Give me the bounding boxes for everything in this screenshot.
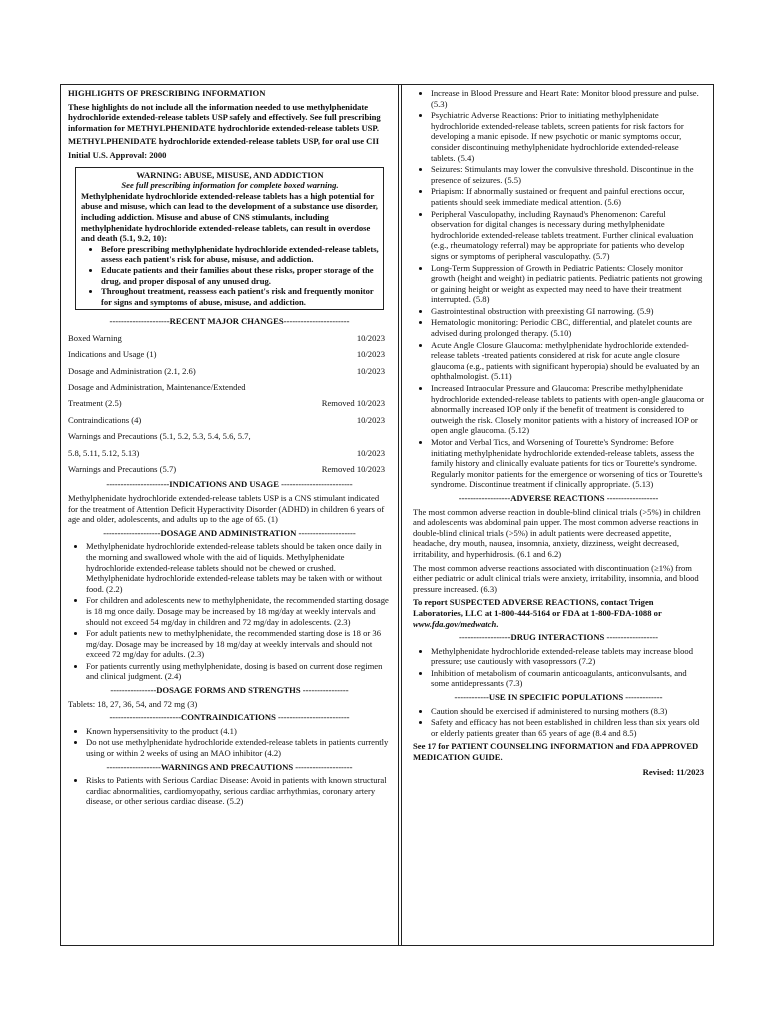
contraindications-list [68,726,391,759]
boxed-warning [75,167,384,311]
initial-approval: Initial U.S. Approval: 2000 [68,149,167,160]
table-row [68,428,391,444]
boxed-warning-list [81,244,379,308]
list-item: • For children and adolescents new to methylphenidate, the recommended starting dosage is 18 mg once daily. Dosage may be increased by 18 mg/day at weekly intervals and should not exceed 54 mg/day in children and 72 mg/day in adolescents. (2.3) [86,595,391,627]
list-item: • Caution should be exercised if administered to nursing mothers (8.3) [431,706,704,717]
boxed-warning-item: • Throughout treatment, reassess each patient's risk and frequently monitor for signs and symptoms of abuse, misuse, and addiction. [101,286,379,307]
table-row [68,363,391,379]
table-row [68,346,391,362]
change-date: 10/2023 [356,447,385,458]
adverse-reporting [413,597,704,629]
change-label: Boxed Warning [68,332,122,343]
left-column [61,85,399,945]
change-date: 10/2023 [356,349,385,360]
dosage-admin-header: --------------------DOSAGE AND ADMINISTRATION -------------------- [103,527,356,538]
change-date: 10/2023 [356,332,385,343]
change-date: 10/2023 [356,414,385,425]
list-item: • Increase in Blood Pressure and Heart Rate: Monitor blood pressure and pulse. (5.3) [431,88,704,109]
warnings-header: -------------------WARNINGS AND PRECAUTIONS -------------------- [106,761,353,772]
adverse-reactions-discontinuation: The most common adverse reactions associated with discontinuation (≥1%) from either pediatric or adult clinical trials were anxiety, irritability, insomnia, and blood pressure increased. (6.3) [413,562,699,594]
revised-date: Revised: 11/2023 [642,766,704,777]
list-item: • Methylphenidate hydrochloride extended-release tablets may increase blood pressure; use cautiously with vasopressors (7.2) [431,646,704,667]
change-label: Treatment (2.5) [68,398,122,409]
boxed-warning-item: • Before prescribing methylphenidate hydrochloride extended-release tablets, assess each patient's risk for abuse, misuse, and addiction. [101,244,379,265]
specific-populations-list [413,706,704,739]
list-item: • For adult patients new to methylphenidate, the recommended starting dose is 18 or 36 mg/day. Dosage may be increased by 18 mg/day at weekly intervals and should not exceed 72 mg/day for adults. (2.3) [86,628,391,660]
list-item: • Seizures: Stimulants may lower the convulsive threshold. Discontinue in the presence of seizures. (5.5) [431,164,704,185]
change-label: Contraindications (4) [68,414,142,425]
change-label: Dosage and Administration, Maintenance/Extended [68,381,246,392]
list-item: • Priapism: If abnormally sustained or frequent and painful erections occur, patients should seek immediate medical attention. (5.6) [431,186,704,207]
list-item: • Safety and efficacy has not been established in children less than six years old or elderly patients greater than 65 years of age (8.4 and 8.5) [431,717,704,738]
indications-text: Methylphenidate hydrochloride extended-release tablets USP is a CNS stimulant indicated for the treatment of Attention Deficit Hyperactivity Disorder (ADHD) in children 6 years of age and older, adolescents, and adults up to the age of 65. (1) [68,492,385,525]
highlights-page [60,84,714,946]
list-item: • Known hypersensitivity to the product (4.1) [86,726,391,737]
change-date: 10/2023 [356,365,385,376]
adverse-reactions-common: The most common adverse reaction in double-blind clinical trials (>5%) in children and adolescents was abdominal pain upper. The most common adverse reactions in double-blind clinical trials (>5%) in adult patients were decreased appetite, headache, dry mouth, nausea, insomnia, anxiety, dizziness, weight decreased, irritability, and hyperhidrosis. (6.1 and 6.2) [413,506,701,559]
list-item: • For patients currently using methylphenidate, dosing is based on current dose regimen and clinical judgment. (2.4) [86,661,391,682]
list-item: • Psychiatric Adverse Reactions: Prior to initiating methylphenidate hydrochloride extended-release tablets, screen patients for risk factors for developing a manic episode. If new psychotic or manic symptoms occur, consider discontinuing methylphenidate hydrochloride extended-release tablets. (5.4) [431,110,704,163]
table-row [68,395,391,411]
list-item: • Inhibition of metabolism of coumarin anticoagulants, anticonvulsants, and some antidepressants (7.3) [431,668,704,689]
recent-changes-header: ---------------------RECENT MAJOR CHANGES----------------------- [109,316,350,327]
dosage-forms-text: Tablets: 18, 27, 36, 54, and 72 mg (3) [68,698,198,709]
adverse-reporting-end: . [496,618,499,629]
change-label: Dosage and Administration (2.1, 2.6) [68,365,196,376]
adverse-reactions-header: ------------------ADVERSE REACTIONS ------------------ [458,492,659,503]
boxed-warning-item: • Educate patients and their families about these risks, proper storage of the drug, and proper disposal of any unused drug. [101,265,379,286]
boxed-warning-text: Methylphenidate hydrochloride extended-release tablets has a high potential for abuse and misuse, which can lead to the development of a substance use disorder, including addiction. Misuse and abuse of CNS stimulants, including methylphenidate hydrochloride extended-release tablets, can result in overdose and death (5.1, 9.2, 10): [81,190,378,244]
list-item: • Hematologic monitoring: Periodic CBC, differential, and platelet counts are advised during prolonged therapy. (5.10) [431,317,704,338]
table-row [68,379,391,395]
change-date [302,379,391,395]
adverse-reporting-text: To report SUSPECTED ADVERSE REACTIONS, contact Trigen Laboratories, LLC at 1-800-444-5164 or FDA at 1-800-FDA-1088 or [413,597,662,618]
page-title: HIGHLIGHTS OF PRESCRIBING INFORMATION [68,88,266,98]
right-column [401,85,713,945]
dosage-forms-header: ----------------DOSAGE FORMS AND STRENGTHS ---------------- [110,685,349,696]
boxed-warning-title: WARNING: ABUSE, MISUSE, AND ADDICTION [136,169,324,180]
table-row [68,461,391,477]
list-item: • Gastrointestinal obstruction with preexisting GI narrowing. (5.9) [431,306,704,317]
list-item: • Motor and Verbal Tics, and Worsening of Tourette's Syndrome: Before initiating methylphenidate hydrochloride extended-release tablets, assess the family history and clinically evaluate patients for tics or Tourette's syndrome. Regularly monitor patients for the emergence or worsening of tics or Tourette's syndrome. Discontinue treatment if clinically appropriate. (5.13) [431,437,704,490]
list-item: • Do not use methylphenidate hydrochloride extended-release tablets in patients currently using or within 2 weeks of using an MAO inhibitor (4.2) [86,737,391,758]
warnings-list-right [413,88,704,490]
change-date: Removed 10/2023 [321,398,385,409]
drug-interactions-header: ------------------DRUG INTERACTIONS ------------------ [458,632,658,643]
warnings-list-left [68,775,391,807]
change-label: Warnings and Precautions (5.7) [68,463,177,474]
product-name: METHYLPHENIDATE [68,136,157,147]
dosage-admin-list [68,541,391,682]
specific-populations-header: ------------USE IN SPECIFIC POPULATIONS ------------- [454,692,663,703]
medwatch-link[interactable]: www.fda.gov/medwatch [413,618,497,629]
right-column-content [413,88,704,777]
list-item: • Risks to Patients with Serious Cardiac Disease: Avoid in patients with known structural cardiac abnormalities, cardiomyopathy, serious cardiac arrhythmias, coronary artery disease, or other serious cardiac disease. (5.2) [86,775,391,807]
contraindications-header: -------------------------CONTRAINDICATIONS ------------------------- [109,712,350,723]
recent-changes-table [68,330,391,478]
list-item: • Long-Term Suppression of Growth in Pediatric Patients: Closely monitor growth (height and weight) in pediatric patients. Pediatric patients not growing or gaining height or weight as expected may need to have their treatment interrupted. (5.8) [431,263,704,305]
left-column-content [68,88,391,810]
table-row [68,412,391,428]
drug-interactions-list [413,646,704,689]
change-label: 5.8, 5.11, 5.12, 5.13) [68,447,140,458]
change-date [302,428,391,444]
change-label: Warnings and Precautions (5.1, 5.2, 5.3, 5.4, 5.6, 5.7, [68,431,251,442]
counseling-note: See 17 for PATIENT COUNSELING INFORMATION and FDA APPROVED MEDICATION GUIDE. [413,741,699,763]
table-row [68,330,391,346]
list-item: • Acute Angle Closure Glaucoma: methylphenidate hydrochloride extended-release tablets -treated patients considered at risk for acute angle closure glaucoma (e.g., patients with significant hyperopia) should be evaluated by an ophthalmologist. (5.11) [431,340,704,382]
change-date: Removed 10/2023 [321,463,385,474]
highlights-intro: These highlights do not include all the information needed to use methylphenidate hydrochloride extended-release tablets USP safely and effectively. See full prescribing information for METHYLPHENIDATE hydrochloride extended-release tablets USP. [68,101,381,133]
list-item: • Methylphenidate hydrochloride extended-release tablets should be taken once daily in the morning and swallowed whole with the aid of liquids. Methylphenidate hydrochloride extended-release tablets should not be chewed or crushed. Methylphenidate hydrochloride extended-release tablets may be taken with or without food. (2.2) [86,541,391,594]
list-item: • Increased Intraocular Pressure and Glaucoma: Prescribe methylphenidate hydrochloride extended-release tablets to patients with open-angle glaucoma or abnormally increased IOP only if the benefit of treatment is considered to outweigh the risk. Closely monitor patients with a history of increased IOP or open angle glaucoma. (5.12) [431,383,704,436]
product-title [68,136,391,147]
list-item: • Peripheral Vasculopathy, including Raynaud's Phenomenon: Careful observation for digital changes is necessary during methylphenidate hydrochloride extended-release tablets treatment. Further clinical evaluation (e.g., rheumatology referral) may be appropriate for patients who develop signs or symptoms of peripheral vasculopathy. (5.7) [431,209,704,262]
change-label: Indications and Usage (1) [68,349,157,360]
product-description: hydrochloride extended-release tablets USP, for oral use CII [156,136,380,147]
table-row [68,445,391,461]
boxed-warning-subtitle: See full prescribing information for complete boxed warning. [121,180,339,191]
indications-header: ----------------------INDICATIONS AND USAGE ------------------------- [106,479,353,490]
